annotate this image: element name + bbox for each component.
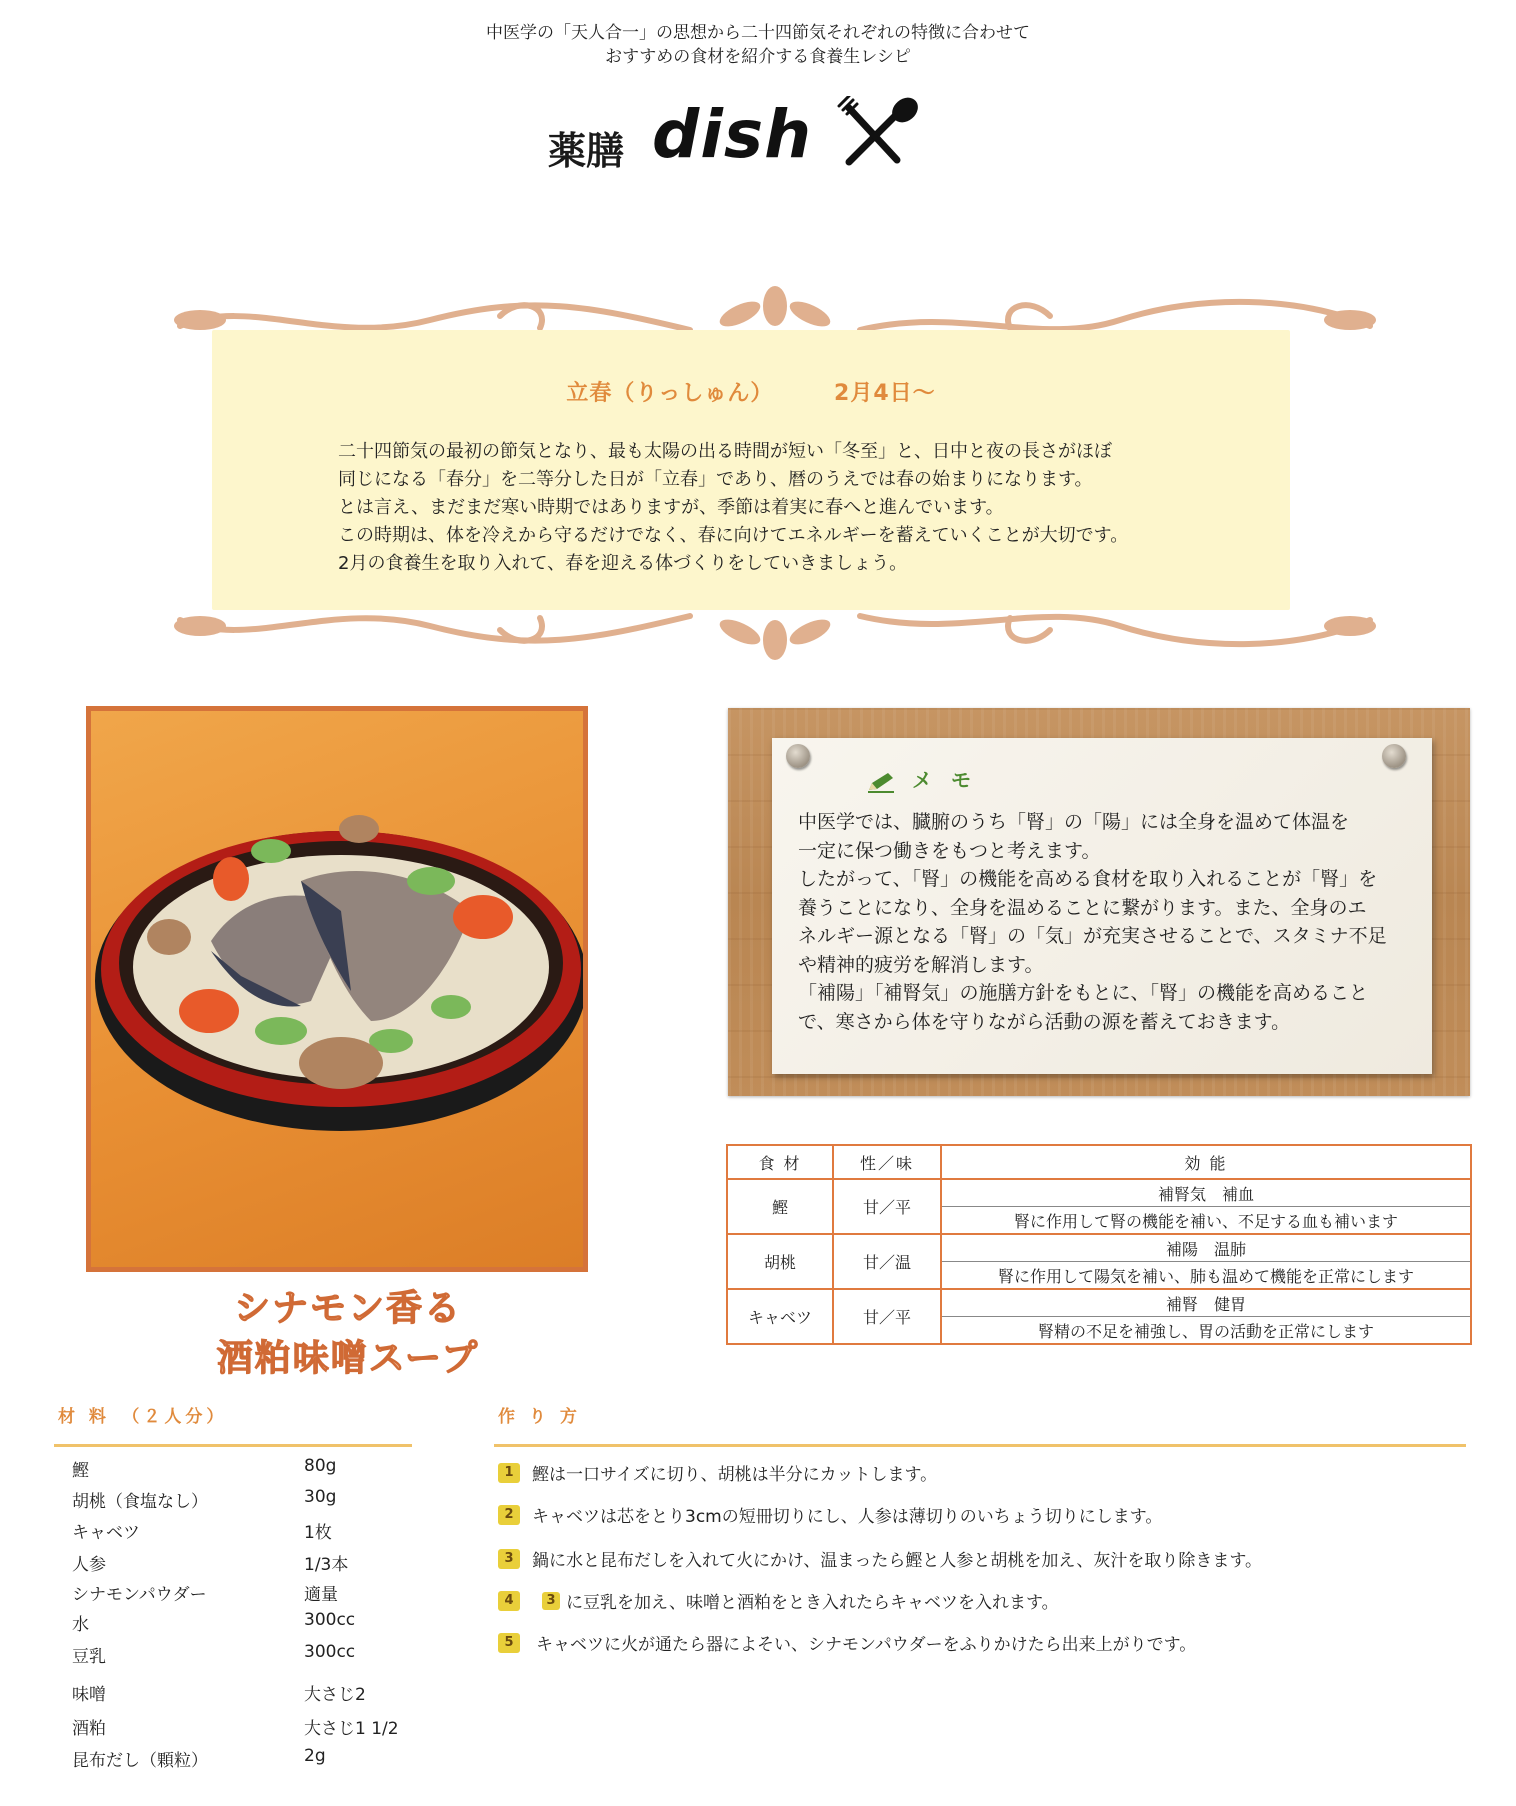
effect-desc-cell: 腎精の不足を補強し、胃の活動を正常にします [941,1317,1471,1345]
season-line: 同じになる「春分」を二等分した日が「立春」であり、暦のうえでは春の始まりになります。 [338,469,1093,490]
ingredient-name: シナモンパウダー [72,1585,207,1605]
step-text: キャベツに火が通たら器によそい、シナモンパウダーをふりかけたら出来上がりです。 [536,1635,1197,1655]
ingredients-divider [54,1444,412,1447]
pin-icon [1382,744,1406,768]
tagline-line-1: 中医学の「天人合一」の思想から二十四節気それぞれの特徴に合わせて [486,23,1030,43]
ingredient-name: 人参 [72,1555,106,1575]
season-line: とは言え、まだまだ寒い時期ではありますが、季節は着実に春へと進んでいます。 [338,497,1004,518]
ingredient-qty: 80g [304,1456,337,1476]
step-number-badge: 2 [498,1505,520,1525]
ornament-bottom [170,592,1380,660]
table-header: 食 材 [727,1145,833,1179]
pencil-icon [866,771,896,793]
memo-line: 中医学では、臓腑のうち「腎」の「陽」には全身を温めて体温を [798,811,1350,833]
memo-line: ネルギー源となる「腎」の「気」が充実させることで、スタミナ不足 [798,925,1387,947]
ingredient-qty: 適量 [304,1585,338,1605]
ingredient-name: 豆乳 [72,1647,106,1667]
food-cell: 鰹 [727,1179,833,1234]
ingredient-effects-table [726,1144,1472,1345]
ingredient-qty: 大さじ1 1/2 [304,1719,399,1739]
memo-line: で、寒さから体を守りながら活動の源を蓄えておきます。 [798,1010,1291,1033]
ingredients-heading: 材 料 （２人分） [58,1407,228,1427]
effect-title-cell: 補陽 温肺 [941,1234,1471,1262]
pin-icon [786,744,810,768]
effect-title-cell: 補腎気 補血 [941,1179,1471,1207]
memo-line: 一定に保つ働きをもつと考えます。 [798,839,1101,862]
list-item [72,1456,412,1480]
step-reference-badge: 3 [542,1592,560,1610]
step-number-badge: 3 [498,1549,520,1569]
memo-line: したがって、「腎」の機能を高める食材を取り入れることが「腎」を [798,868,1378,890]
ingredient-name: 水 [72,1615,89,1635]
list-item [72,1550,412,1574]
season-title [212,376,1290,407]
steps-divider [494,1444,1466,1447]
tagline-line-2: おすすめの食材を紹介する食養生レシピ [605,47,911,67]
step-number-badge: 4 [498,1591,520,1611]
ingredient-qty: 2g [304,1746,326,1766]
ingredient-qty: 300cc [304,1642,356,1662]
effect-title-cell: 補腎 健胃 [941,1289,1471,1317]
ingredient-name: 鰹 [72,1461,89,1481]
step-text: に豆乳を加え、味噌と酒粕をとき入れたらキャベツを入れます。 [566,1593,1059,1613]
nature-cell: 甘／温 [833,1234,941,1289]
ingredient-name: 酒粕 [72,1719,106,1739]
effect-desc-cell: 腎に作用して腎の機能を補い、不足する血も補います [941,1207,1471,1235]
step-item [498,1630,1196,1656]
nature-cell: 甘／平 [833,1179,941,1234]
table-row [727,1289,1471,1317]
ingredient-name: キャベツ [72,1523,140,1543]
memo-body [798,808,1398,1036]
season-line: 二十四節気の最初の節気となり、最も太陽の出る時間が短い「冬至」と、日中と夜の長さがほぼ [338,441,1112,462]
step-text: 鰹は一口サイズに切り、胡桃は半分にカットします。 [532,1465,938,1485]
list-item [72,1610,412,1634]
table-header-row [727,1145,1471,1179]
table-header: 性／味 [833,1145,941,1179]
list-item [72,1714,412,1738]
ingredient-qty: 1/3本 [304,1555,349,1575]
brand-jp-text: 薬膳 [548,129,625,173]
season-line: この時期は、体を冷えから守るだけでなく、春に向けてエネルギーを蓄えていくことが大切です。 [338,525,1129,546]
ingredient-name: 味噌 [72,1685,106,1705]
step-item [498,1502,1162,1528]
memo-line: 「補陽」「補腎気」の施膳方針をもとに、「腎」の機能を高めること [798,982,1369,1004]
list-item [72,1487,412,1511]
food-cell: キャベツ [727,1289,833,1344]
memo-heading-text: メ モ [912,768,977,792]
brand-en-text: dish [652,96,813,173]
step-item [498,1546,1262,1572]
season-date: 2月4日～ [834,381,936,406]
soup-bowl-illustration [91,711,583,1267]
dish-title-line-1: シナモン香る [233,1288,462,1329]
table-row [727,1179,1471,1207]
step-text: 鍋に水と昆布だしを入れて火にかけ、温まったら鰹と人参と胡桃を加え、灰汁を取り除きます。 [532,1551,1262,1571]
nature-cell: 甘／平 [833,1289,941,1344]
season-name: 立春（りっしゅん） [566,381,774,406]
list-item [72,1642,412,1666]
memo-line: 養うことになり、全身を温めることに繋がります。また、全身のエ [798,896,1367,919]
ingredient-name: 胡桃（食塩なし） [72,1492,208,1512]
table-row [727,1234,1471,1262]
ingredient-qty: 30g [304,1487,337,1507]
fork-spoon-icon [835,96,927,168]
step-number-badge: 5 [498,1633,520,1653]
food-cell: 胡桃 [727,1234,833,1289]
memo-heading [866,764,977,793]
steps-heading: 作 り 方 [498,1407,581,1427]
dish-photo [86,706,588,1272]
ingredient-qty: 1枚 [304,1523,332,1543]
effect-desc-cell: 腎に作用して陽気を補い、肺も温めて機能を正常にします [941,1262,1471,1290]
list-item [72,1680,412,1704]
season-line: 2月の食養生を取り入れて、春を迎える体づくりをしていきましょう。 [338,553,908,574]
ingredient-qty: 300cc [304,1610,356,1630]
step-item [498,1460,937,1486]
list-item [72,1746,412,1770]
dish-title-line-2: 酒粕味噌スープ [216,1338,480,1379]
ingredient-qty: 大さじ2 [304,1685,366,1705]
list-item [72,1580,412,1604]
season-panel [212,330,1290,610]
memo-line: や精神的疲労を解消します。 [798,953,1044,976]
ingredient-name: 昆布だし（顆粒） [72,1751,208,1771]
step-text: キャベツは芯をとり3cmの短冊切りにし、人参は薄切りのいちょう切りにします。 [532,1507,1163,1527]
list-item [72,1518,412,1542]
season-description [338,438,1198,578]
table-header: 効 能 [941,1145,1471,1179]
step-number-badge: 1 [498,1463,520,1483]
memo-board [728,708,1470,1096]
step-item [498,1588,1059,1614]
